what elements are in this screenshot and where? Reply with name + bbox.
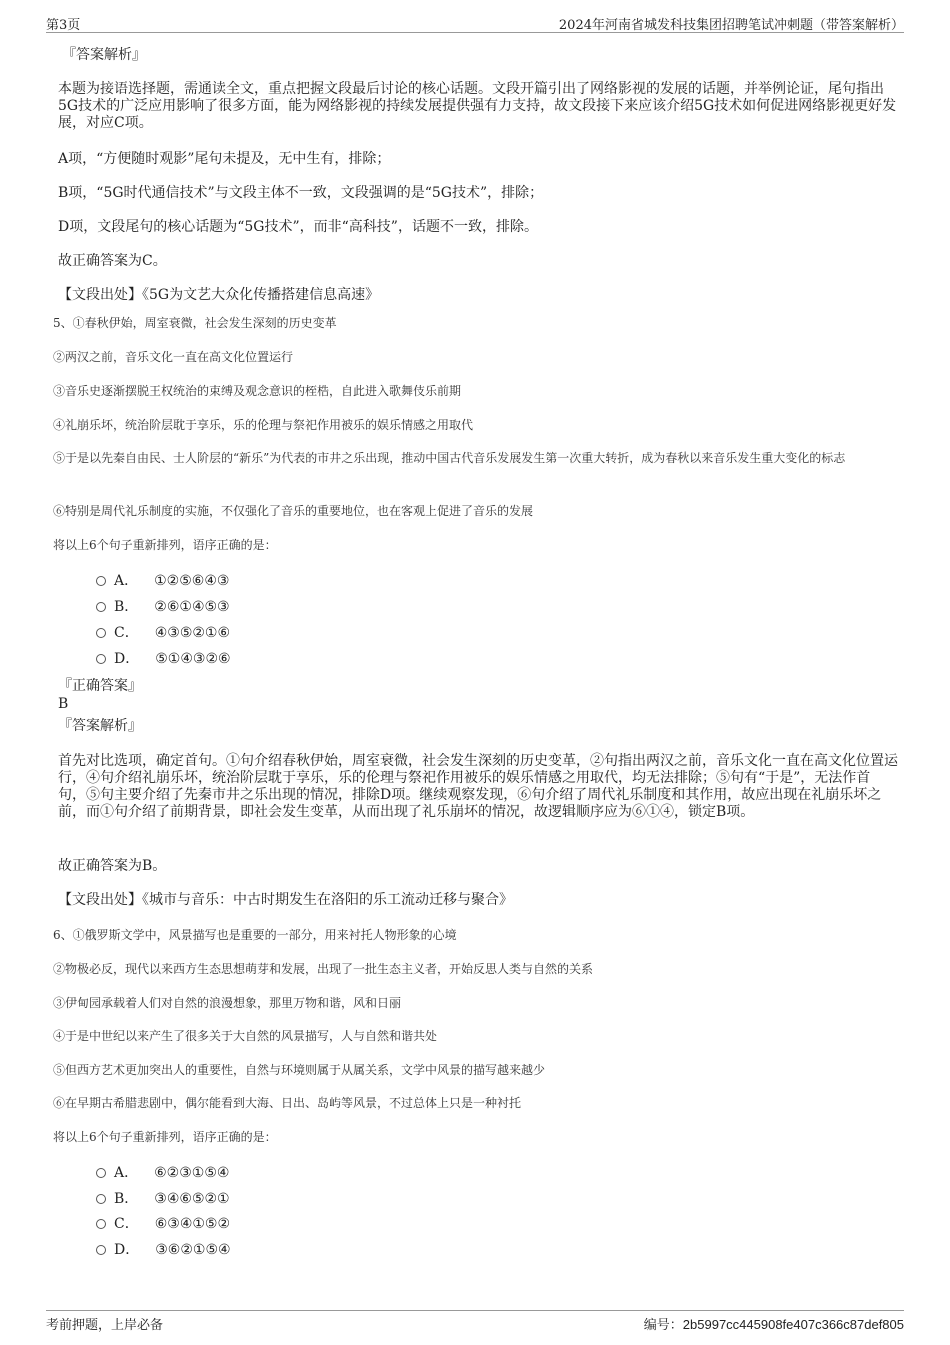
radio-button[interactable]: [96, 1219, 106, 1229]
radio-button[interactable]: [96, 654, 106, 664]
option-b-explanation: B项，“5G时代通信技术”与文段主体不一致，文段强调的是“5G技术”，排除；: [58, 185, 544, 201]
radio-button[interactable]: [96, 1194, 106, 1204]
question-sentence: ③音乐史逐渐摆脱王权统治的束缚及观念意识的桎梏，自此进入歌舞伎乐前期: [53, 384, 462, 398]
correct-answer-label: 『正确答案』: [58, 678, 142, 694]
option-a[interactable]: A． ⑥②③①⑤④: [96, 1164, 229, 1182]
question-sentence: ⑥特别是周代礼乐制度的实施，不仅强化了音乐的重要地位，也在客观上促进了音乐的发展: [53, 504, 534, 518]
option-a[interactable]: A． ①②⑤⑥④③: [96, 572, 229, 590]
answer-conclusion: 故正确答案为B。: [58, 858, 167, 874]
page-number: 第3页: [46, 18, 81, 33]
radio-button[interactable]: [96, 602, 106, 612]
question-sentence: ④礼崩乐坏，统治阶层耽于享乐，乐的伦理与祭祀作用被乐的娱乐情感之用取代: [53, 418, 474, 432]
correct-answer: B: [58, 696, 69, 712]
radio-button[interactable]: [96, 1168, 106, 1178]
radio-button[interactable]: [96, 576, 106, 586]
analysis-text: 首先对比选项，确定首句。①句介绍春秋伊始，周室衰微，社会发生深刻的历史变革，②句指出两汉之前，音乐文化一直在高文化位置运行，④句介绍礼崩乐坏，统治阶层耽于享乐，乐的伦理与祭祀作用被乐的娱乐情感之用取代，均无法排除；⑤句有“于是”，无法作首句，⑤句主要介绍了先秦市井之乐出现的情况，排除D项。继续观察发现，⑥句介绍了周代礼乐制度和其作用，故应出现在礼崩乐坏之前，而①句介绍了前期背景，即社会发生变革，从而出现了礼乐崩坏的情况，故逻辑顺序应为⑥①④，锁定B项。: [58, 753, 898, 820]
document-title: 2024年河南省城发科技集团招聘笔试冲刺题（带答案解析）: [558, 18, 904, 33]
question-sentence: 6、①俄罗斯文学中，风景描写也是重要的一部分，用来衬托人物形象的心境: [53, 928, 457, 942]
source-citation: 【文段出处】《城市与音乐：中古时期发生在洛阳的乐工流动迁移与聚合》: [58, 892, 513, 908]
question-sentence: 5、①春秋伊始，周室衰微，社会发生深刻的历史变革: [53, 316, 337, 330]
option-a-explanation: A项，“方便随时观影”尾句未提及，无中生有，排除；: [58, 151, 391, 167]
option-c[interactable]: C． ⑥③④①⑤②: [96, 1215, 230, 1233]
radio-button[interactable]: [96, 1245, 106, 1255]
option-d-explanation: D项，文段尾句的核心话题为“5G技术”，而非“高科技”，话题不一致，排除。: [58, 219, 538, 235]
question-sentence: ⑥在早期古希腊悲剧中，偶尔能看到大海、日出、岛屿等风景，不过总体上只是一种衬托: [53, 1096, 522, 1110]
analysis-label: 『答案解析』: [62, 47, 146, 63]
answer-conclusion: 故正确答案为C。: [58, 253, 167, 269]
question-prompt: 将以上6个句子重新排列，语序正确的是：: [53, 538, 277, 552]
analysis-label: 『答案解析』: [58, 718, 142, 734]
question-sentence: ⑤于是以先秦自由民、士人阶层的“新乐”为代表的市井之乐出现，推动中国古代音乐发展发生第一次重大转折，成为春秋以来音乐发生重大变化的标志: [53, 451, 846, 465]
source-citation: 【文段出处】《5G为文艺大众化传播搭建信息高速》: [58, 287, 380, 303]
option-c[interactable]: C． ④③⑤②①⑥: [96, 624, 230, 642]
question-sentence: ③伊甸园承载着人们对自然的浪漫想象，那里万物和谐，风和日丽: [53, 996, 402, 1010]
radio-button[interactable]: [96, 628, 106, 638]
document-code: 编号：2b5997cc445908fe407c366c87def805: [643, 1317, 904, 1333]
option-b[interactable]: B． ②⑥①④⑤③: [96, 598, 230, 616]
question-sentence: ⑤但西方艺术更加突出人的重要性，自然与环境则属于从属关系，文学中风景的描写越来越少: [53, 1063, 546, 1077]
option-b[interactable]: B． ③④⑥⑤②①: [96, 1190, 230, 1208]
question-sentence: ②两汉之前，音乐文化一直在高文化位置运行: [53, 350, 294, 364]
analysis-text: 本题为接语选择题，需通读全文，重点把握文段最后讨论的核心话题。文段开篇引出了网络影视的发展的话题，并举例论证，尾句指出5G技术的广泛应用影响了很多方面，能为网络影视的持续发展提供强有力支持，故文段接下来应该介绍5G技术如何促进网络影视更好发展，对应C项。: [58, 81, 897, 131]
page-header: [46, 14, 904, 33]
footer-slogan: 考前押题，上岸必备: [46, 1318, 164, 1333]
page-footer: [46, 1310, 904, 1333]
question-sentence: ②物极必反，现代以来西方生态思想萌芽和发展，出现了一批生态主义者，开始反思人类与自然的关系: [53, 962, 594, 976]
option-d[interactable]: D． ⑤①④③②⑥: [96, 650, 231, 668]
option-d[interactable]: D． ③⑥②①⑤④: [96, 1241, 231, 1259]
question-prompt: 将以上6个句子重新排列，语序正确的是：: [53, 1130, 277, 1144]
question-sentence: ④于是中世纪以来产生了很多关于大自然的风景描写，人与自然和谐共处: [53, 1029, 438, 1043]
